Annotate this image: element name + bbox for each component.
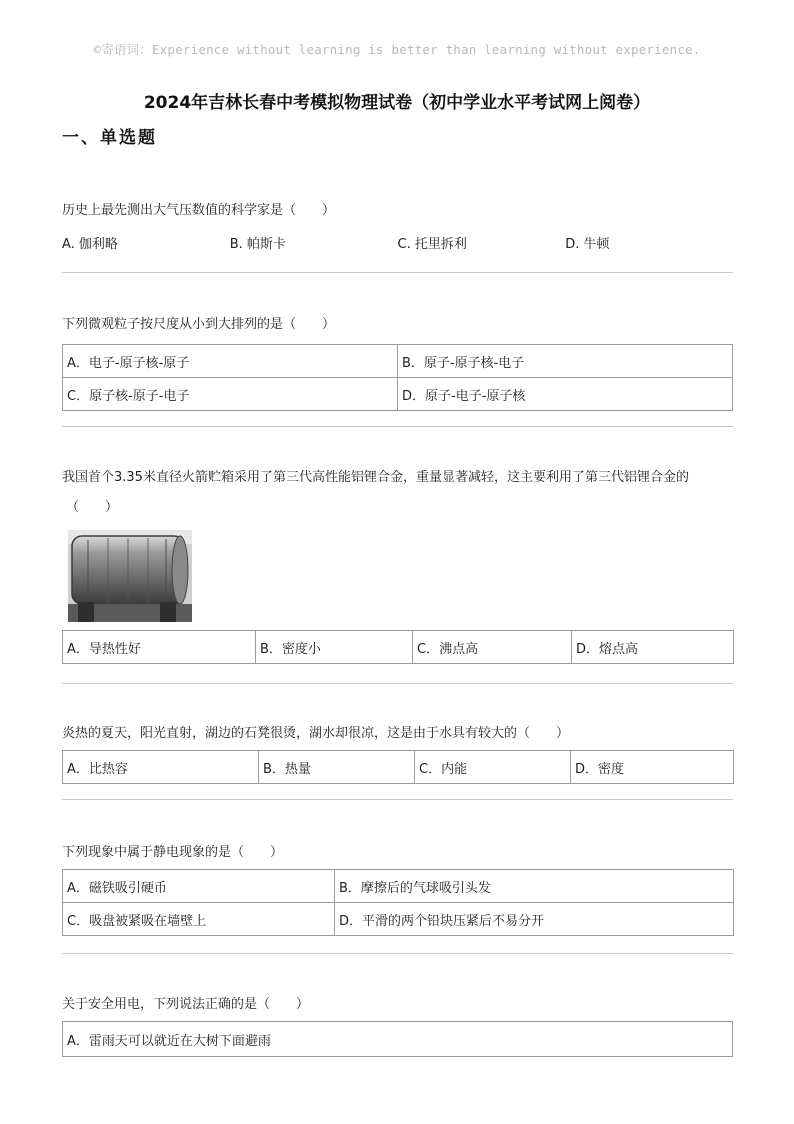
options-table	[62, 750, 734, 784]
option-a[interactable]: A．电子-原子核-原子	[63, 345, 398, 378]
option-a[interactable]: A．磁铁吸引硬币	[63, 870, 335, 903]
question-divider	[62, 953, 733, 954]
option-c[interactable]: C．沸点高	[413, 631, 572, 664]
question-6	[62, 995, 733, 1057]
question-3	[62, 468, 733, 664]
question-stem: 炎热的夏天，阳光直射，湖边的石凳很烫，湖水却很凉，这是由于水具有较大的（ ）	[62, 726, 570, 741]
options-table	[62, 869, 734, 936]
option-c[interactable]: C．原子核-原子-电子	[63, 378, 398, 411]
option-c[interactable]: C. 托里拆利	[397, 237, 467, 252]
option-row	[62, 233, 733, 252]
option-b[interactable]: B．摩擦后的气球吸引头发	[335, 870, 734, 903]
question-divider	[62, 426, 733, 427]
question-stem: 下列微观粒子按尺度从小到大排列的是（ ）	[62, 317, 336, 332]
option-b[interactable]: B．热量	[259, 751, 415, 784]
option-d[interactable]: D．平滑的两个铅块压紧后不易分开	[335, 903, 734, 936]
option-d[interactable]: D．原子-电子-原子核	[398, 378, 733, 411]
option-a[interactable]: A．比热容	[63, 751, 259, 784]
option-c[interactable]: C．吸盘被紧吸在墙壁上	[63, 903, 335, 936]
question-2	[62, 315, 733, 411]
question-stem-cont: （ ）	[66, 500, 119, 515]
option-d[interactable]: D．密度	[571, 751, 734, 784]
question-stem: 历史上最先测出大气压数值的科学家是（ ）	[62, 203, 336, 218]
option-d[interactable]: D．熔点高	[572, 631, 734, 664]
options-table	[62, 1021, 733, 1057]
option-b[interactable]: B. 帕斯卡	[229, 237, 286, 252]
option-a[interactable]: A．雷雨天可以就近在大树下面避雨	[63, 1022, 733, 1057]
option-b[interactable]: B．密度小	[256, 631, 413, 664]
options-table	[62, 630, 734, 664]
option-a[interactable]: A. 伽利略	[62, 237, 118, 252]
question-divider	[62, 799, 733, 800]
watermark: ©寄语词：Experience without learning is better than learning without experience.	[93, 42, 701, 57]
document-title: 2024年吉林长春中考模拟物理试卷（初中学业水平考试网上阅卷）	[143, 93, 651, 113]
question-stem: 下列现象中属于静电现象的是（ ）	[62, 845, 284, 860]
section-title: 一、单选题	[62, 128, 157, 148]
question-5	[62, 843, 733, 936]
question-stem: 关于安全用电，下列说法正确的是（ ）	[62, 997, 310, 1012]
options-table	[62, 344, 733, 411]
option-a[interactable]: A．导热性好	[63, 631, 256, 664]
question-divider	[62, 272, 733, 273]
option-d[interactable]: D. 牛顿	[565, 237, 610, 252]
question-1	[62, 201, 733, 252]
question-stem: 我国首个3.35米直径火箭贮箱采用了第三代高性能铝锂合金，重量显著减轻，这主要利用了第三代铝锂合金的	[62, 470, 689, 485]
option-b[interactable]: B．原子-原子核-电子	[398, 345, 733, 378]
option-c[interactable]: C．内能	[415, 751, 571, 784]
rocket-tank-image	[68, 530, 192, 622]
question-4	[62, 724, 733, 784]
question-divider	[62, 683, 733, 684]
